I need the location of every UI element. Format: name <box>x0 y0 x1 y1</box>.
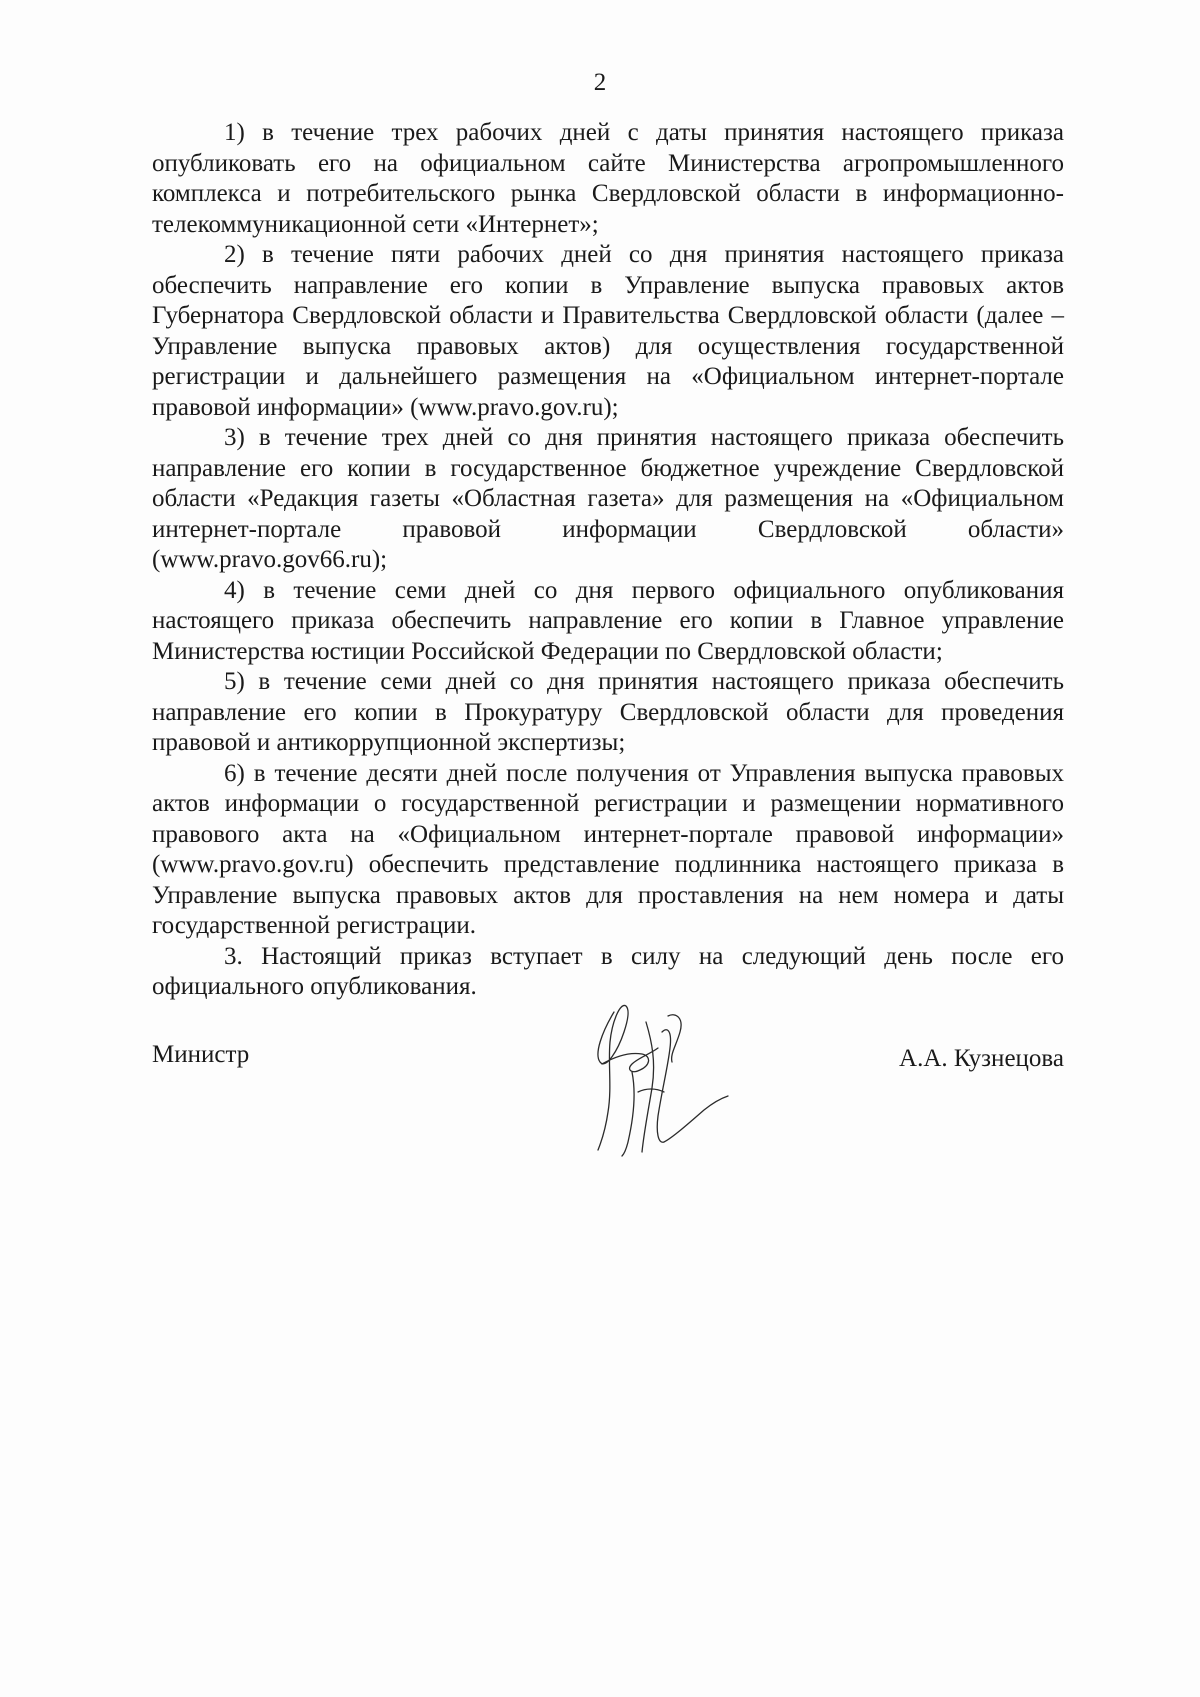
handwritten-signature <box>572 992 742 1162</box>
clause-4: 4) в течение семи дней со дня первого официального опубликования настоящего приказа обеспечить направление его копии в Главное управление Министерства юстиции Российской Федерации по Свердловской области; <box>152 576 1064 665</box>
clause-3: 3) в течение трех дней со дня принятия настоящего приказа обеспечить направление его копии в государственное бюджетное учреждение Свердловской области «Редакция газеты «Областная газета» для размещения на «Официальном интернет-портале правовой информации Свердловской области» (www.pravo.gov66.ru); <box>152 424 1064 573</box>
clause-1: 1) в течение трех рабочих дней с даты принятия настоящего приказа опубликовать его на официальном сайте Министерства агропромышленного комплекса и потребительского рынка Свердловской области в информационно-телекоммуникационной сети «Интернет»; <box>152 119 1064 238</box>
document-body <box>152 118 1064 1003</box>
page-number: 2 <box>593 69 607 96</box>
signatory-name: А.А. Кузнецова <box>899 1045 1064 1072</box>
signature-block <box>152 1040 1064 1210</box>
signatory-position: Министр <box>152 1041 250 1068</box>
effective-date-clause: 3. Настоящий приказ вступает в силу на следующий день после его официального опубликования. <box>152 942 1064 1000</box>
clause-2: 2) в течение пяти рабочих дней со дня принятия настоящего приказа обеспечить направление его копии в Управление выпуска правовых актов Губернатора Свердловской области и Правительства Свердловской области (далее – Управление выпуска правовых актов) для осуществления государственной регистрации и дальнейшего размещения на «Официальном интернет-портале правовой информации» (www.pravo.gov.ru); <box>152 241 1064 421</box>
clause-5: 5) в течение семи дней со дня принятия настоящего приказа обеспечить направление его копии в Прокуратуру Свердловской области для проведения правовой и антикоррупционной экспертизы; <box>152 668 1064 756</box>
clause-6: 6) в течение десяти дней после получения от Управления выпуска правовых актов информации о государственной регистрации и размещении нормативного правового акта на «Официальном интернет-портале правовой информации» (www.pravo.gov.ru) обеспечить представление подлинника настоящего приказа в Управление выпуска правовых актов для проставления на нем номера и даты государственной регистрации. <box>152 759 1064 939</box>
